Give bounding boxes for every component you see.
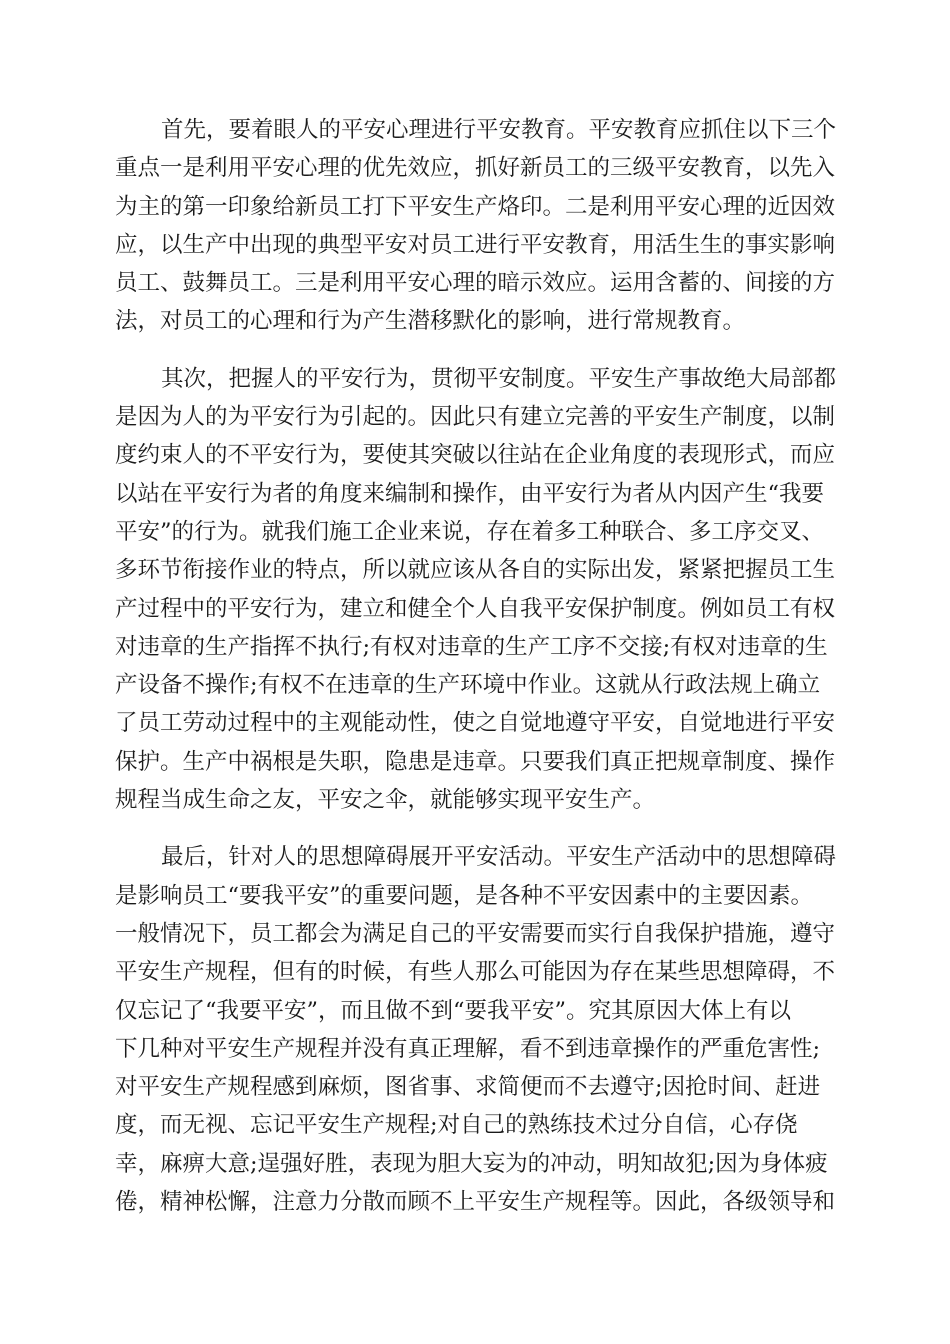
paragraph-line: 其次，把握人的平安行为，贯彻平安制度。平安生产事故绝大局部都 bbox=[161, 365, 837, 392]
paragraph-line: 产过程中的平安行为，建立和健全个人自我平安保护制度。例如员工有权 bbox=[115, 595, 836, 622]
paragraph-line: 下几种对平安生产规程并没有真正理解，看不到违章操作的严重危害性; bbox=[115, 1035, 821, 1062]
paragraph-line: 首先，要着眼人的平安心理进行平安教育。平安教育应抓住以下三个 bbox=[161, 117, 837, 143]
paragraph-line: 倦，精神松懈，注意力分散而顾不上平安生产规程等。因此，各级领导和 bbox=[115, 1189, 836, 1216]
paragraph-line: 对平安生产规程感到麻烦，图省事、求简便而不去遵守;因抢时间、赶进 bbox=[115, 1074, 821, 1101]
paragraph-line: 以站在平安行为者的角度来编制和操作，由平安行为者从内因产生“我要 bbox=[115, 480, 825, 507]
paragraph-safety-behavior bbox=[115, 360, 837, 820]
paragraph-line: 规程当成生命之友，平安之伞，就能够实现平安生产。 bbox=[115, 787, 656, 814]
paragraph-line: 是因为人的为平安行为引起的。因此只有建立完善的平安生产制度，以制 bbox=[115, 404, 836, 431]
paragraph-line: 重点一是利用平安心理的优先效应，抓好新员工的三级平安教育，以先入 bbox=[115, 155, 836, 182]
paragraph-line: 保护。生产中祸根是失职，隐患是违章。只要我们真正把规章制度、操作 bbox=[115, 748, 836, 775]
paragraph-line: 度约束人的不平安行为，要使其突破以往站在企业角度的表现形式，而应 bbox=[115, 442, 836, 469]
paragraph-line: 一般情况下，员工都会为满足自己的平安需要而实行自我保护措施，遵守 bbox=[115, 920, 836, 947]
paragraph-line: 应，以生产中出现的典型平安对员工进行平安教育，用活生生的事实影响 bbox=[115, 231, 836, 258]
paragraph-line: 幸，麻痹大意;逞强好胜，表现为胆大妄为的冲动，明知故犯;因为身体疲 bbox=[115, 1150, 828, 1177]
paragraph-line: 为主的第一印象给新员工打下平安生产烙印。二是利用平安心理的近因效 bbox=[115, 193, 836, 220]
paragraph-line: 多环节衔接作业的特点，所以就应该从各自的实际出发，紧紧把握员工生 bbox=[115, 557, 836, 584]
paragraph-line: 是影响员工“要我平安”的重要问题，是各种不平安因素中的主要因素。 bbox=[115, 882, 814, 909]
paragraph-line: 了员工劳动过程中的主观能动性，使之自觉地遵守平安，自觉地进行平安 bbox=[115, 710, 836, 737]
paragraph-thought-barriers bbox=[115, 838, 837, 1221]
paragraph-line: 对违章的生产指挥不执行;有权对违章的生产工序不交接;有权对违章的生 bbox=[115, 633, 828, 660]
paragraph-line: 法，对员工的心理和行为产生潜移默化的影响，进行常规教育。 bbox=[115, 308, 746, 335]
paragraph-line: 产设备不操作;有权不在违章的生产环境中作业。这就从行政法规上确立 bbox=[115, 672, 821, 699]
paragraph-safety-psychology bbox=[115, 111, 837, 341]
paragraph-line: 最后，针对人的思想障碍展开平安活动。平安生产活动中的思想障碍 bbox=[161, 844, 837, 871]
paragraph-line: 度，而无视、忘记平安生产规程;对自己的熟练技术过分自信，心存侥 bbox=[115, 1112, 798, 1139]
paragraph-line: 平安生产规程，但有的时候，有些人那么可能因为存在某些思想障碍，不 bbox=[115, 959, 836, 986]
paragraph-line: 平安”的行为。就我们施工企业来说，存在着多工种联合、多工序交叉、 bbox=[115, 518, 825, 545]
paragraph-line: 员工、鼓舞员工。三是利用平安心理的暗示效应。运用含蓄的、间接的方 bbox=[115, 270, 836, 297]
document-body bbox=[115, 111, 837, 1240]
paragraph-line: 仅忘记了“我要平安”，而且做不到“要我平安”。究其原因大体上有以 bbox=[115, 997, 792, 1024]
